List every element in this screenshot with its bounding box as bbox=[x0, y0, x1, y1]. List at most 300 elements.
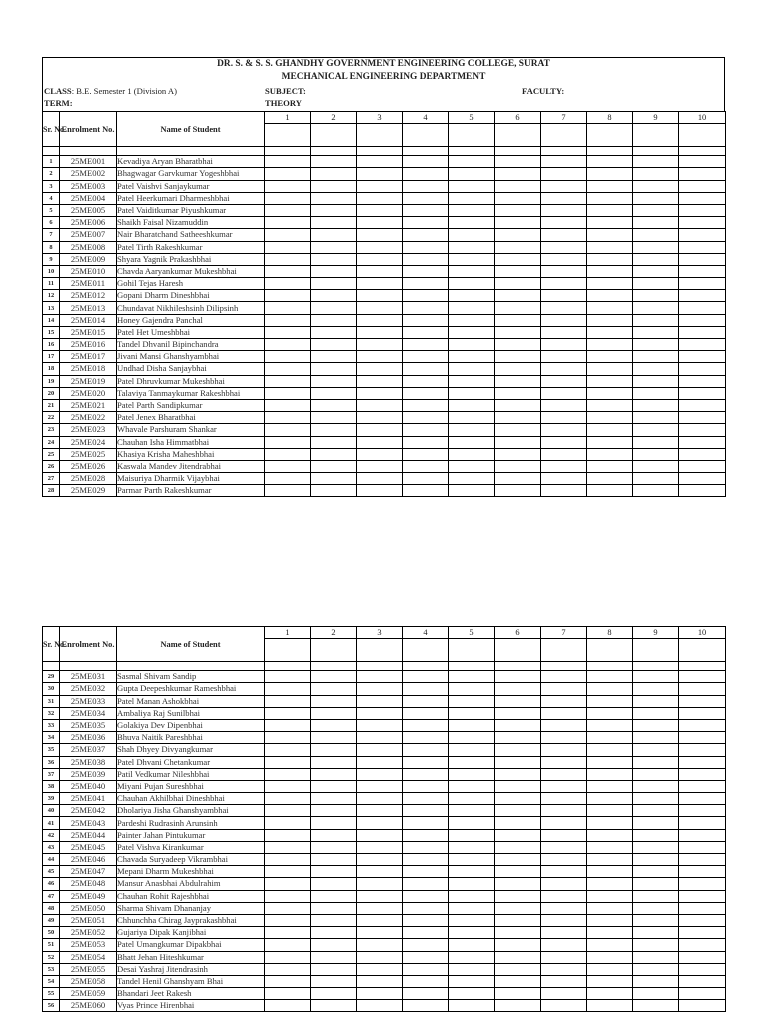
attendance-cell[interactable] bbox=[265, 436, 311, 448]
attendance-cell[interactable] bbox=[679, 217, 726, 229]
attendance-cell[interactable] bbox=[587, 387, 633, 399]
attendance-cell[interactable] bbox=[495, 768, 541, 780]
date-cell[interactable] bbox=[679, 639, 726, 662]
date-cell[interactable] bbox=[633, 124, 679, 147]
attendance-cell[interactable] bbox=[495, 387, 541, 399]
date-cell[interactable] bbox=[495, 124, 541, 147]
date-cell[interactable] bbox=[265, 124, 311, 147]
attendance-cell[interactable] bbox=[311, 412, 357, 424]
attendance-cell[interactable] bbox=[495, 351, 541, 363]
attendance-cell[interactable] bbox=[633, 339, 679, 351]
attendance-cell[interactable] bbox=[495, 253, 541, 265]
attendance-cell[interactable] bbox=[403, 841, 449, 853]
attendance-cell[interactable] bbox=[311, 229, 357, 241]
attendance-cell[interactable] bbox=[633, 695, 679, 707]
attendance-cell[interactable] bbox=[403, 914, 449, 926]
attendance-cell[interactable] bbox=[357, 707, 403, 719]
date-cell[interactable] bbox=[311, 124, 357, 147]
attendance-cell[interactable] bbox=[495, 927, 541, 939]
attendance-cell[interactable] bbox=[679, 756, 726, 768]
attendance-cell[interactable] bbox=[357, 890, 403, 902]
attendance-cell[interactable] bbox=[449, 988, 495, 1000]
attendance-cell[interactable] bbox=[357, 902, 403, 914]
attendance-cell[interactable] bbox=[541, 695, 587, 707]
attendance-cell[interactable] bbox=[633, 1000, 679, 1012]
attendance-cell[interactable] bbox=[449, 314, 495, 326]
attendance-cell[interactable] bbox=[311, 707, 357, 719]
attendance-cell[interactable] bbox=[495, 780, 541, 792]
attendance-cell[interactable] bbox=[495, 695, 541, 707]
attendance-cell[interactable] bbox=[357, 363, 403, 375]
attendance-cell[interactable] bbox=[679, 412, 726, 424]
attendance-cell[interactable] bbox=[541, 339, 587, 351]
attendance-cell[interactable] bbox=[587, 829, 633, 841]
attendance-cell[interactable] bbox=[541, 902, 587, 914]
attendance-cell[interactable] bbox=[311, 671, 357, 683]
attendance-cell[interactable] bbox=[495, 683, 541, 695]
attendance-cell[interactable] bbox=[265, 485, 311, 497]
attendance-cell[interactable] bbox=[679, 975, 726, 987]
attendance-cell[interactable] bbox=[495, 290, 541, 302]
attendance-cell[interactable] bbox=[679, 290, 726, 302]
attendance-cell[interactable] bbox=[633, 914, 679, 926]
attendance-cell[interactable] bbox=[541, 217, 587, 229]
attendance-cell[interactable] bbox=[633, 253, 679, 265]
attendance-cell[interactable] bbox=[495, 460, 541, 472]
attendance-cell[interactable] bbox=[495, 951, 541, 963]
attendance-cell[interactable] bbox=[403, 204, 449, 216]
attendance-cell[interactable] bbox=[403, 1000, 449, 1012]
attendance-cell[interactable] bbox=[449, 854, 495, 866]
attendance-cell[interactable] bbox=[449, 780, 495, 792]
attendance-cell[interactable] bbox=[357, 278, 403, 290]
attendance-cell[interactable] bbox=[311, 866, 357, 878]
attendance-cell[interactable] bbox=[403, 473, 449, 485]
attendance-cell[interactable] bbox=[679, 805, 726, 817]
attendance-cell[interactable] bbox=[495, 278, 541, 290]
attendance-cell[interactable] bbox=[679, 180, 726, 192]
attendance-cell[interactable] bbox=[633, 265, 679, 277]
attendance-cell[interactable] bbox=[679, 241, 726, 253]
attendance-cell[interactable] bbox=[311, 168, 357, 180]
attendance-cell[interactable] bbox=[311, 217, 357, 229]
attendance-cell[interactable] bbox=[357, 253, 403, 265]
attendance-cell[interactable] bbox=[679, 339, 726, 351]
attendance-cell[interactable] bbox=[265, 695, 311, 707]
attendance-cell[interactable] bbox=[587, 351, 633, 363]
attendance-cell[interactable] bbox=[541, 683, 587, 695]
attendance-cell[interactable] bbox=[265, 927, 311, 939]
attendance-cell[interactable] bbox=[633, 756, 679, 768]
attendance-cell[interactable] bbox=[403, 805, 449, 817]
attendance-cell[interactable] bbox=[311, 399, 357, 411]
attendance-cell[interactable] bbox=[357, 460, 403, 472]
attendance-cell[interactable] bbox=[311, 424, 357, 436]
attendance-cell[interactable] bbox=[633, 204, 679, 216]
attendance-cell[interactable] bbox=[311, 841, 357, 853]
attendance-cell[interactable] bbox=[587, 817, 633, 829]
attendance-cell[interactable] bbox=[265, 241, 311, 253]
attendance-cell[interactable] bbox=[679, 829, 726, 841]
attendance-cell[interactable] bbox=[495, 217, 541, 229]
attendance-cell[interactable] bbox=[679, 424, 726, 436]
attendance-cell[interactable] bbox=[357, 732, 403, 744]
attendance-cell[interactable] bbox=[403, 241, 449, 253]
attendance-cell[interactable] bbox=[265, 951, 311, 963]
attendance-cell[interactable] bbox=[587, 927, 633, 939]
attendance-cell[interactable] bbox=[265, 460, 311, 472]
attendance-cell[interactable] bbox=[449, 866, 495, 878]
attendance-cell[interactable] bbox=[449, 448, 495, 460]
attendance-cell[interactable] bbox=[403, 695, 449, 707]
attendance-cell[interactable] bbox=[403, 363, 449, 375]
attendance-cell[interactable] bbox=[679, 988, 726, 1000]
attendance-cell[interactable] bbox=[265, 890, 311, 902]
attendance-cell[interactable] bbox=[679, 253, 726, 265]
attendance-cell[interactable] bbox=[265, 265, 311, 277]
attendance-cell[interactable] bbox=[633, 168, 679, 180]
attendance-cell[interactable] bbox=[587, 841, 633, 853]
attendance-cell[interactable] bbox=[679, 841, 726, 853]
attendance-cell[interactable] bbox=[449, 351, 495, 363]
attendance-cell[interactable] bbox=[449, 768, 495, 780]
attendance-cell[interactable] bbox=[449, 265, 495, 277]
attendance-cell[interactable] bbox=[541, 805, 587, 817]
attendance-cell[interactable] bbox=[357, 229, 403, 241]
attendance-cell[interactable] bbox=[679, 436, 726, 448]
attendance-cell[interactable] bbox=[311, 314, 357, 326]
attendance-cell[interactable] bbox=[357, 805, 403, 817]
attendance-cell[interactable] bbox=[541, 707, 587, 719]
attendance-cell[interactable] bbox=[541, 265, 587, 277]
attendance-cell[interactable] bbox=[311, 241, 357, 253]
attendance-cell[interactable] bbox=[633, 829, 679, 841]
attendance-cell[interactable] bbox=[633, 399, 679, 411]
attendance-cell[interactable] bbox=[403, 671, 449, 683]
attendance-cell[interactable] bbox=[311, 902, 357, 914]
attendance-cell[interactable] bbox=[265, 339, 311, 351]
attendance-cell[interactable] bbox=[495, 412, 541, 424]
attendance-cell[interactable] bbox=[449, 339, 495, 351]
attendance-cell[interactable] bbox=[403, 302, 449, 314]
attendance-cell[interactable] bbox=[449, 817, 495, 829]
attendance-cell[interactable] bbox=[679, 768, 726, 780]
attendance-cell[interactable] bbox=[265, 780, 311, 792]
attendance-cell[interactable] bbox=[541, 878, 587, 890]
attendance-cell[interactable] bbox=[311, 204, 357, 216]
attendance-cell[interactable] bbox=[679, 707, 726, 719]
attendance-cell[interactable] bbox=[311, 780, 357, 792]
attendance-cell[interactable] bbox=[265, 156, 311, 168]
attendance-cell[interactable] bbox=[403, 387, 449, 399]
attendance-cell[interactable] bbox=[633, 351, 679, 363]
attendance-cell[interactable] bbox=[495, 192, 541, 204]
attendance-cell[interactable] bbox=[311, 951, 357, 963]
attendance-cell[interactable] bbox=[449, 460, 495, 472]
attendance-cell[interactable] bbox=[265, 168, 311, 180]
attendance-cell[interactable] bbox=[587, 756, 633, 768]
attendance-cell[interactable] bbox=[311, 744, 357, 756]
attendance-cell[interactable] bbox=[403, 719, 449, 731]
attendance-cell[interactable] bbox=[587, 278, 633, 290]
attendance-cell[interactable] bbox=[449, 914, 495, 926]
attendance-cell[interactable] bbox=[587, 156, 633, 168]
attendance-cell[interactable] bbox=[587, 448, 633, 460]
attendance-cell[interactable] bbox=[265, 192, 311, 204]
attendance-cell[interactable] bbox=[357, 841, 403, 853]
attendance-cell[interactable] bbox=[449, 363, 495, 375]
attendance-cell[interactable] bbox=[541, 168, 587, 180]
attendance-cell[interactable] bbox=[541, 829, 587, 841]
attendance-cell[interactable] bbox=[403, 180, 449, 192]
date-cell[interactable] bbox=[357, 124, 403, 147]
attendance-cell[interactable] bbox=[495, 866, 541, 878]
attendance-cell[interactable] bbox=[265, 914, 311, 926]
attendance-cell[interactable] bbox=[357, 683, 403, 695]
attendance-cell[interactable] bbox=[449, 732, 495, 744]
attendance-cell[interactable] bbox=[265, 363, 311, 375]
attendance-cell[interactable] bbox=[311, 805, 357, 817]
attendance-cell[interactable] bbox=[541, 744, 587, 756]
attendance-cell[interactable] bbox=[587, 363, 633, 375]
attendance-cell[interactable] bbox=[449, 156, 495, 168]
attendance-cell[interactable] bbox=[357, 387, 403, 399]
attendance-cell[interactable] bbox=[679, 460, 726, 472]
attendance-cell[interactable] bbox=[587, 975, 633, 987]
attendance-cell[interactable] bbox=[311, 768, 357, 780]
attendance-cell[interactable] bbox=[633, 217, 679, 229]
attendance-cell[interactable] bbox=[357, 963, 403, 975]
attendance-cell[interactable] bbox=[403, 817, 449, 829]
attendance-cell[interactable] bbox=[541, 241, 587, 253]
attendance-cell[interactable] bbox=[357, 448, 403, 460]
attendance-cell[interactable] bbox=[403, 890, 449, 902]
attendance-cell[interactable] bbox=[587, 436, 633, 448]
attendance-cell[interactable] bbox=[541, 229, 587, 241]
attendance-cell[interactable] bbox=[679, 963, 726, 975]
attendance-cell[interactable] bbox=[403, 460, 449, 472]
attendance-cell[interactable] bbox=[265, 180, 311, 192]
attendance-cell[interactable] bbox=[311, 988, 357, 1000]
date-cell[interactable] bbox=[265, 639, 311, 662]
attendance-cell[interactable] bbox=[587, 192, 633, 204]
attendance-cell[interactable] bbox=[403, 707, 449, 719]
attendance-cell[interactable] bbox=[541, 485, 587, 497]
attendance-cell[interactable] bbox=[449, 290, 495, 302]
attendance-cell[interactable] bbox=[679, 387, 726, 399]
attendance-cell[interactable] bbox=[679, 890, 726, 902]
attendance-cell[interactable] bbox=[265, 412, 311, 424]
attendance-cell[interactable] bbox=[403, 412, 449, 424]
attendance-cell[interactable] bbox=[495, 485, 541, 497]
attendance-cell[interactable] bbox=[587, 854, 633, 866]
attendance-cell[interactable] bbox=[587, 302, 633, 314]
attendance-cell[interactable] bbox=[541, 302, 587, 314]
attendance-cell[interactable] bbox=[311, 963, 357, 975]
attendance-cell[interactable] bbox=[541, 890, 587, 902]
attendance-cell[interactable] bbox=[311, 351, 357, 363]
attendance-cell[interactable] bbox=[449, 168, 495, 180]
attendance-cell[interactable] bbox=[679, 927, 726, 939]
attendance-cell[interactable] bbox=[495, 265, 541, 277]
attendance-cell[interactable] bbox=[357, 951, 403, 963]
attendance-cell[interactable] bbox=[311, 1000, 357, 1012]
attendance-cell[interactable] bbox=[541, 768, 587, 780]
attendance-cell[interactable] bbox=[587, 168, 633, 180]
attendance-cell[interactable] bbox=[679, 351, 726, 363]
attendance-cell[interactable] bbox=[449, 229, 495, 241]
attendance-cell[interactable] bbox=[495, 805, 541, 817]
attendance-cell[interactable] bbox=[679, 375, 726, 387]
attendance-cell[interactable] bbox=[587, 375, 633, 387]
attendance-cell[interactable] bbox=[679, 817, 726, 829]
attendance-cell[interactable] bbox=[265, 793, 311, 805]
attendance-cell[interactable] bbox=[587, 290, 633, 302]
attendance-cell[interactable] bbox=[495, 156, 541, 168]
attendance-cell[interactable] bbox=[403, 278, 449, 290]
attendance-cell[interactable] bbox=[403, 939, 449, 951]
attendance-cell[interactable] bbox=[679, 448, 726, 460]
attendance-cell[interactable] bbox=[311, 793, 357, 805]
attendance-cell[interactable] bbox=[403, 878, 449, 890]
attendance-cell[interactable] bbox=[403, 339, 449, 351]
attendance-cell[interactable] bbox=[495, 241, 541, 253]
attendance-cell[interactable] bbox=[311, 683, 357, 695]
attendance-cell[interactable] bbox=[587, 695, 633, 707]
attendance-cell[interactable] bbox=[449, 217, 495, 229]
attendance-cell[interactable] bbox=[357, 265, 403, 277]
attendance-cell[interactable] bbox=[633, 278, 679, 290]
attendance-cell[interactable] bbox=[357, 878, 403, 890]
attendance-cell[interactable] bbox=[403, 927, 449, 939]
attendance-cell[interactable] bbox=[449, 927, 495, 939]
attendance-cell[interactable] bbox=[587, 744, 633, 756]
attendance-cell[interactable] bbox=[311, 878, 357, 890]
attendance-cell[interactable] bbox=[541, 278, 587, 290]
attendance-cell[interactable] bbox=[587, 217, 633, 229]
attendance-cell[interactable] bbox=[679, 732, 726, 744]
attendance-cell[interactable] bbox=[587, 793, 633, 805]
attendance-cell[interactable] bbox=[541, 399, 587, 411]
attendance-cell[interactable] bbox=[357, 975, 403, 987]
attendance-cell[interactable] bbox=[679, 485, 726, 497]
attendance-cell[interactable] bbox=[679, 866, 726, 878]
attendance-cell[interactable] bbox=[449, 878, 495, 890]
attendance-cell[interactable] bbox=[311, 817, 357, 829]
attendance-cell[interactable] bbox=[311, 854, 357, 866]
attendance-cell[interactable] bbox=[265, 963, 311, 975]
attendance-cell[interactable] bbox=[311, 732, 357, 744]
attendance-cell[interactable] bbox=[633, 890, 679, 902]
attendance-cell[interactable] bbox=[357, 817, 403, 829]
attendance-cell[interactable] bbox=[311, 253, 357, 265]
attendance-cell[interactable] bbox=[679, 314, 726, 326]
attendance-cell[interactable] bbox=[541, 412, 587, 424]
attendance-cell[interactable] bbox=[495, 841, 541, 853]
attendance-cell[interactable] bbox=[541, 780, 587, 792]
attendance-cell[interactable] bbox=[541, 204, 587, 216]
attendance-cell[interactable] bbox=[541, 719, 587, 731]
attendance-cell[interactable] bbox=[679, 671, 726, 683]
attendance-cell[interactable] bbox=[265, 217, 311, 229]
attendance-cell[interactable] bbox=[265, 290, 311, 302]
attendance-cell[interactable] bbox=[311, 290, 357, 302]
attendance-cell[interactable] bbox=[495, 707, 541, 719]
date-cell[interactable] bbox=[311, 639, 357, 662]
attendance-cell[interactable] bbox=[541, 756, 587, 768]
attendance-cell[interactable] bbox=[587, 707, 633, 719]
attendance-cell[interactable] bbox=[449, 399, 495, 411]
attendance-cell[interactable] bbox=[633, 854, 679, 866]
attendance-cell[interactable] bbox=[541, 448, 587, 460]
attendance-cell[interactable] bbox=[403, 156, 449, 168]
attendance-cell[interactable] bbox=[311, 719, 357, 731]
attendance-cell[interactable] bbox=[449, 841, 495, 853]
attendance-cell[interactable] bbox=[495, 793, 541, 805]
attendance-cell[interactable] bbox=[633, 683, 679, 695]
attendance-cell[interactable] bbox=[587, 314, 633, 326]
attendance-cell[interactable] bbox=[265, 902, 311, 914]
attendance-cell[interactable] bbox=[403, 756, 449, 768]
attendance-cell[interactable] bbox=[587, 204, 633, 216]
attendance-cell[interactable] bbox=[587, 339, 633, 351]
attendance-cell[interactable] bbox=[403, 732, 449, 744]
date-cell[interactable] bbox=[357, 639, 403, 662]
attendance-cell[interactable] bbox=[311, 473, 357, 485]
attendance-cell[interactable] bbox=[357, 1000, 403, 1012]
attendance-cell[interactable] bbox=[541, 424, 587, 436]
attendance-cell[interactable] bbox=[265, 424, 311, 436]
attendance-cell[interactable] bbox=[311, 890, 357, 902]
attendance-cell[interactable] bbox=[265, 817, 311, 829]
date-cell[interactable] bbox=[633, 639, 679, 662]
attendance-cell[interactable] bbox=[311, 939, 357, 951]
attendance-cell[interactable] bbox=[403, 854, 449, 866]
attendance-cell[interactable] bbox=[357, 424, 403, 436]
attendance-cell[interactable] bbox=[403, 436, 449, 448]
attendance-cell[interactable] bbox=[541, 387, 587, 399]
attendance-cell[interactable] bbox=[679, 939, 726, 951]
attendance-cell[interactable] bbox=[633, 927, 679, 939]
attendance-cell[interactable] bbox=[633, 180, 679, 192]
attendance-cell[interactable] bbox=[587, 485, 633, 497]
attendance-cell[interactable] bbox=[265, 939, 311, 951]
attendance-cell[interactable] bbox=[403, 744, 449, 756]
attendance-cell[interactable] bbox=[311, 448, 357, 460]
attendance-cell[interactable] bbox=[587, 890, 633, 902]
date-cell[interactable] bbox=[403, 639, 449, 662]
attendance-cell[interactable] bbox=[311, 192, 357, 204]
attendance-cell[interactable] bbox=[357, 793, 403, 805]
attendance-cell[interactable] bbox=[357, 768, 403, 780]
attendance-cell[interactable] bbox=[633, 817, 679, 829]
attendance-cell[interactable] bbox=[541, 314, 587, 326]
attendance-cell[interactable] bbox=[265, 278, 311, 290]
attendance-cell[interactable] bbox=[541, 841, 587, 853]
attendance-cell[interactable] bbox=[449, 302, 495, 314]
attendance-cell[interactable] bbox=[265, 988, 311, 1000]
attendance-cell[interactable] bbox=[633, 473, 679, 485]
attendance-cell[interactable] bbox=[633, 951, 679, 963]
attendance-cell[interactable] bbox=[541, 671, 587, 683]
attendance-cell[interactable] bbox=[449, 375, 495, 387]
attendance-cell[interactable] bbox=[265, 387, 311, 399]
attendance-cell[interactable] bbox=[541, 290, 587, 302]
attendance-cell[interactable] bbox=[495, 326, 541, 338]
attendance-cell[interactable] bbox=[679, 695, 726, 707]
attendance-cell[interactable] bbox=[587, 939, 633, 951]
attendance-cell[interactable] bbox=[495, 448, 541, 460]
